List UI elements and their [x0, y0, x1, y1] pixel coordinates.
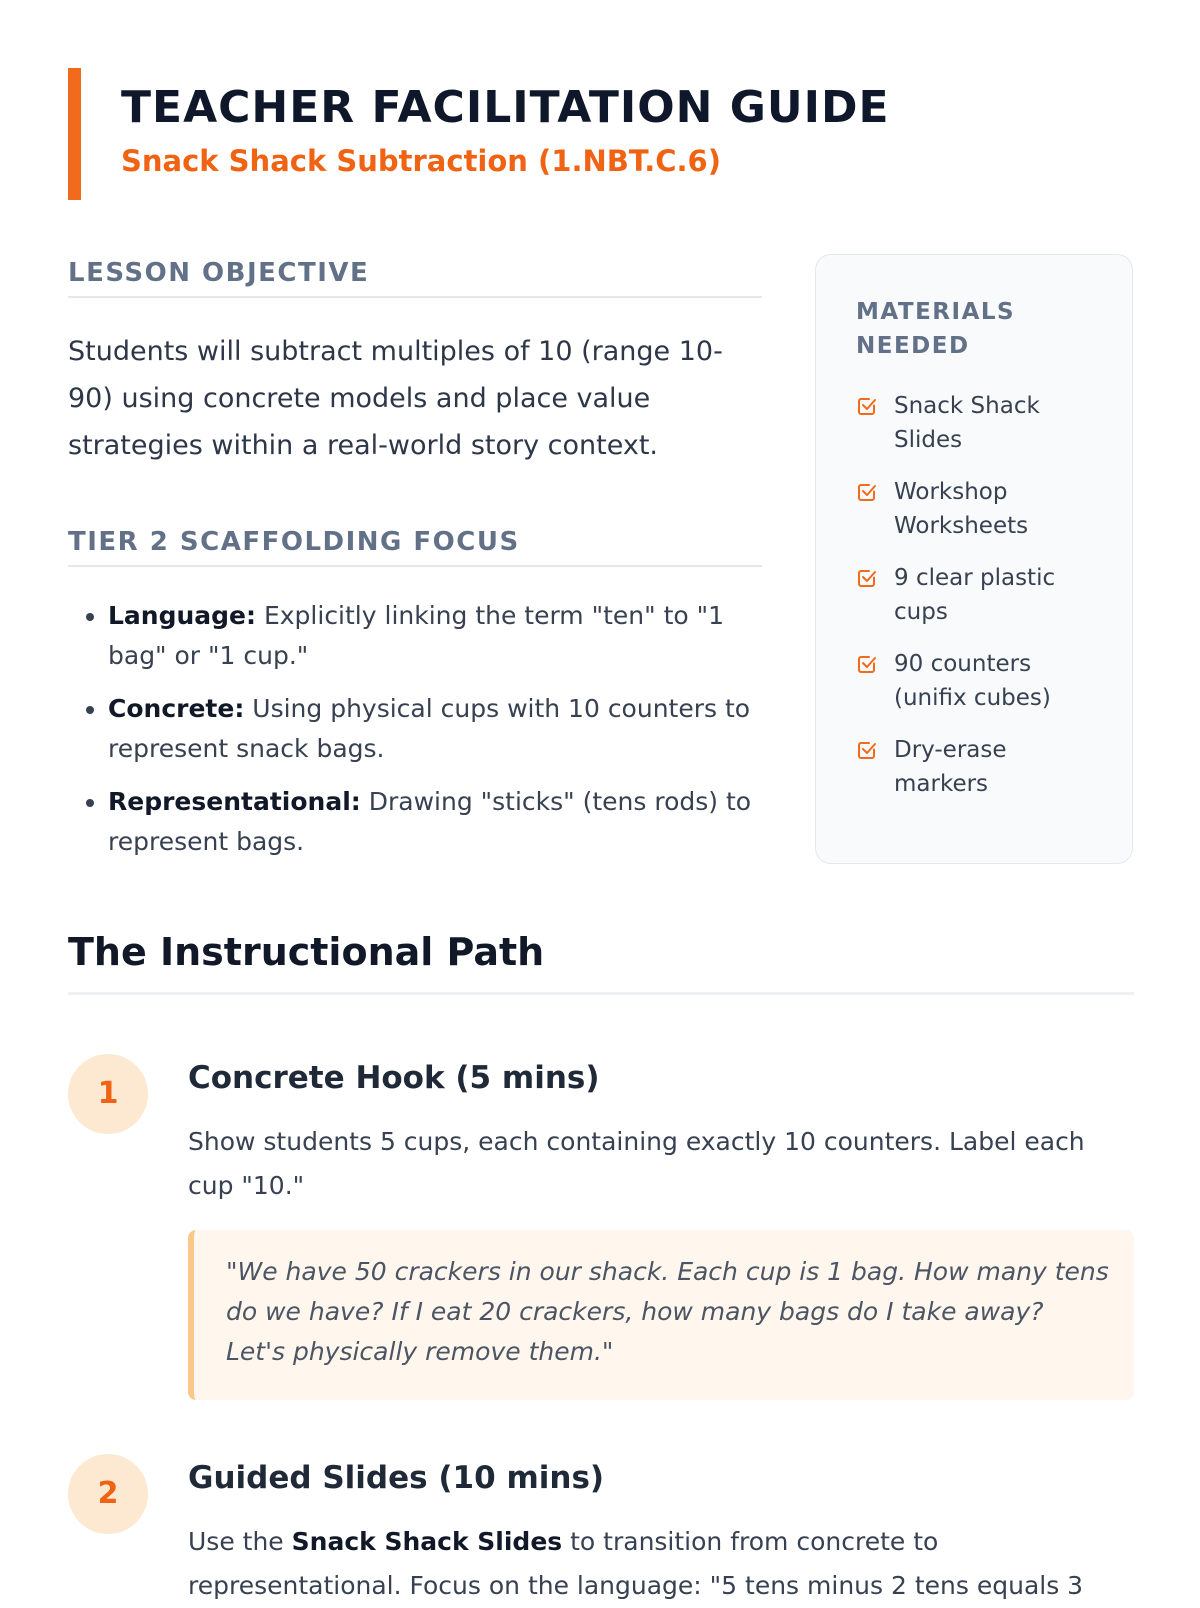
scaffolding-item-concrete [108, 689, 762, 769]
checkbox-icon [856, 739, 878, 761]
materials-card [815, 254, 1133, 864]
lesson-objective-text: Students will subtract multiples of 10 (range 10-90) using concrete models and place value strategies within a real-world story context. [68, 336, 723, 461]
scaffolding-list [68, 596, 762, 875]
material-item [856, 647, 1096, 715]
instructional-path-heading: The Instructional Path [68, 930, 1134, 995]
material-label: Dry-erase markers [894, 737, 1007, 797]
teacher-script-quote: "We have 50 crackers in our shack. Each cup is 1 bag. How many tens do we have? If I eat 20 crackers, how many bags do I take away? Let's physically remove them." [188, 1230, 1134, 1400]
scaffolding-text: Drawing "sticks" (tens rods) to represent bags. [108, 787, 752, 856]
scaffolding-label: Representational: [108, 787, 361, 816]
checkbox-icon [856, 653, 878, 675]
step-body [188, 1520, 1108, 1608]
material-item [856, 733, 1096, 801]
step-number-badge: 1 [68, 1054, 148, 1134]
material-label: Workshop Worksheets [894, 479, 1029, 539]
materials-heading: MATERIALS NEEDED [856, 299, 1016, 359]
scaffolding-label: Concrete: [108, 694, 245, 723]
scaffolding-text: Using physical cups with 10 counters to represent snack bags. [108, 694, 751, 763]
scaffolding-item-representational [108, 782, 762, 862]
lesson-objective-heading: LESSON OBJECTIVE [68, 258, 762, 298]
step-body-text: Use the [188, 1527, 292, 1556]
material-label: Snack Shack Slides [894, 393, 1040, 453]
step-title: Guided Slides (10 mins) [188, 1460, 605, 1496]
step-title: Concrete Hook (5 mins) [188, 1060, 600, 1096]
material-item [856, 389, 1096, 457]
checkbox-icon [856, 567, 878, 589]
material-item [856, 475, 1096, 543]
step-number-badge: 2 [68, 1454, 148, 1534]
scaffolding-item-language [108, 596, 762, 676]
material-item [856, 561, 1096, 629]
page-subtitle: Snack Shack Subtraction (1.NBT.C.6) [121, 144, 721, 178]
checkbox-icon [856, 395, 878, 417]
scaffolding-heading: TIER 2 SCAFFOLDING FOCUS [68, 527, 762, 567]
scaffolding-text: Explicitly linking the term "ten" to "1 bag" or "1 cup." [108, 601, 725, 670]
step-body-text: to transition from concrete to representational. Focus on the language: "5 tens minus 2 tens equals 3 [188, 1527, 1084, 1600]
page-title: TEACHER FACILITATION GUIDE [121, 82, 890, 133]
scaffolding-label: Language: [108, 601, 257, 630]
guide-header [68, 68, 1068, 200]
checkbox-icon [856, 481, 878, 503]
slides-resource-name: Snack Shack Slides [291, 1527, 563, 1556]
step-body: Show students 5 cups, each containing exactly 10 counters. Label each cup "10." [188, 1127, 1085, 1200]
material-label: 90 counters (unifix cubes) [894, 651, 1051, 711]
material-label: 9 clear plastic cups [894, 565, 1056, 625]
